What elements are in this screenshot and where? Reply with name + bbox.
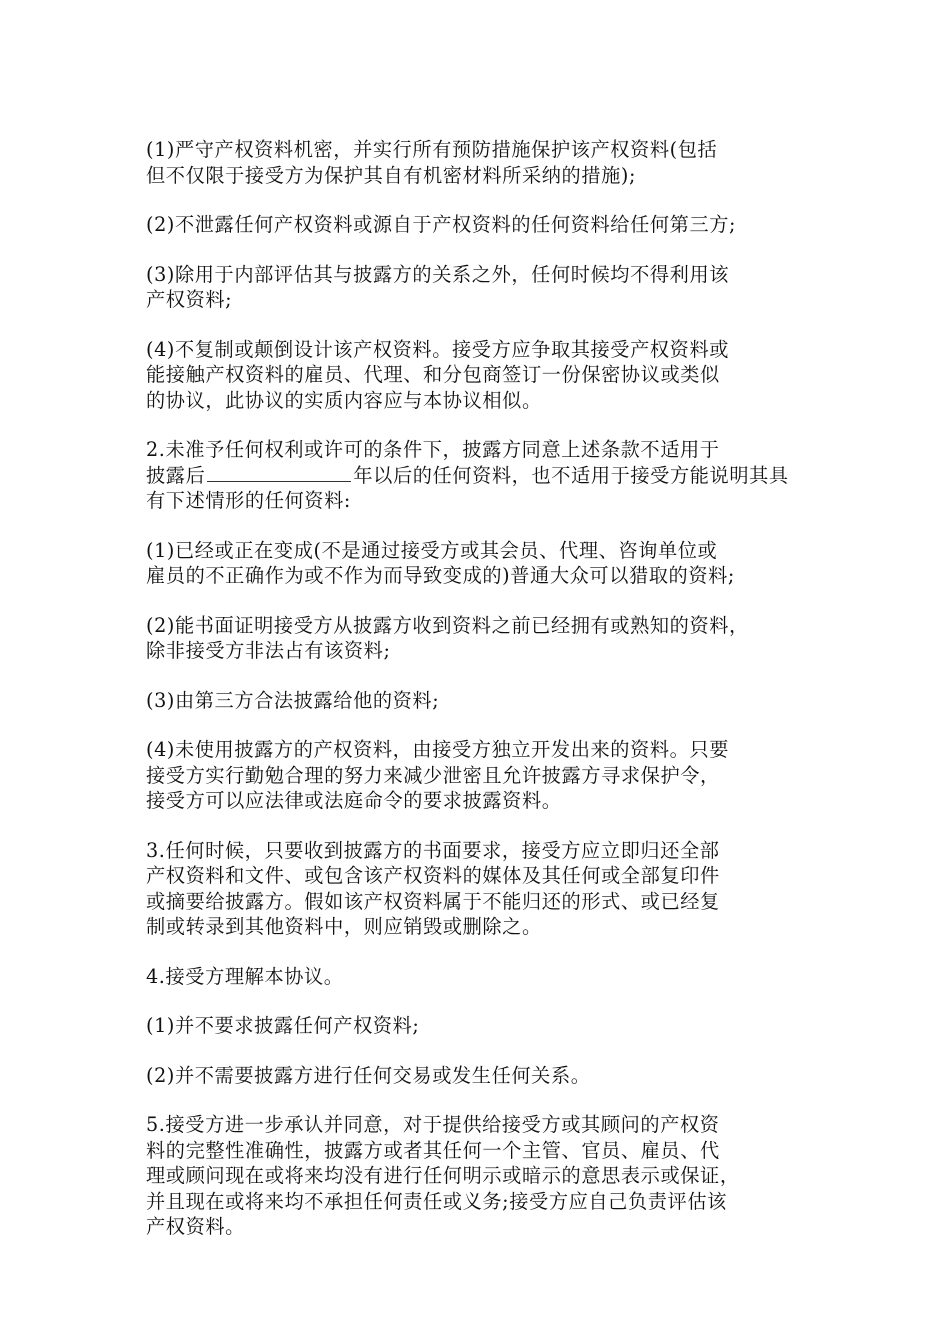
clause-2-3	[146, 688, 818, 714]
text-fragment: 披露后	[146, 463, 206, 487]
text-line: 产权资料。	[146, 1215, 245, 1238]
clause-4-2	[146, 1063, 818, 1089]
text-line: 3.任何时候，只要收到披露方的书面要求，接受方应立即归还全部	[146, 838, 720, 862]
text-line: (3)由第三方合法披露给他的资料;	[146, 688, 440, 712]
text-line: (2)不泄露任何产权资料或源自于产权资料的任何资料给任何第三方;	[146, 213, 737, 236]
clause-4-1	[146, 1013, 818, 1039]
text-line: 能接触产权资料的雇员、代理、和分包商签订一份保密协议或类似	[146, 363, 720, 386]
text-line: (4)未使用披露方的产权资料，由接受方独立开发出来的资料。只要	[146, 738, 730, 761]
text-line: (2)能书面证明接受方从披露方收到资料之前已经拥有或熟知的资料，	[146, 613, 749, 637]
clause-2-1	[146, 538, 818, 589]
clause-1-3	[146, 262, 818, 313]
text-line: 产权资料;	[146, 288, 233, 311]
text-line: 并且现在或将来均不承担任何责任或义务;接受方应自己负责评估该	[146, 1189, 727, 1213]
document-body	[146, 137, 818, 1264]
fill-in-blank	[207, 465, 351, 482]
clause-2-4	[146, 737, 818, 814]
text-line: (4)不复制或颠倒设计该产权资料。接受方应争取其接受产权资料或	[146, 337, 730, 361]
text-line: 雇员的不正确作为或不作为而导致变成的)普通大众可以猎取的资料;	[146, 564, 735, 587]
text-line: 但不仅限于接受方为保护其自有机密材料所采纳的措施);	[146, 163, 637, 187]
text-line: 有下述情形的任何资料:	[146, 489, 351, 512]
text-line: 2.未准予任何权利或许可的条件下，披露方同意上述条款不适用于	[146, 438, 720, 461]
clause-3	[146, 838, 818, 940]
text-line: 接受方实行勤勉合理的努力来减少泄密且允许披露方寻求保护令，	[146, 763, 720, 787]
clause-1-1	[146, 137, 818, 188]
text-line: 接受方可以应法律或法庭命令的要求披露资料。	[146, 789, 562, 812]
text-line: 产权资料和文件、或包含该产权资料的媒体及其任何或全部复印件	[146, 864, 720, 887]
text-line: 5.接受方进一步承认并同意，对于提供给接受方或其顾问的产权资	[146, 1113, 720, 1136]
text-line: 4.接受方理解本协议。	[146, 964, 344, 988]
clause-1-2	[146, 212, 818, 238]
clause-2-2	[146, 613, 818, 664]
text-line: 或摘要给披露方。假如该产权资料属于不能归还的形式、或已经复	[146, 889, 720, 913]
text-line: 制或转录到其他资料中，则应销毁或删除之。	[146, 915, 542, 938]
clause-2	[146, 437, 818, 514]
text-fragment: 年以后的任何资料，也不适用于接受方能说明其具	[353, 463, 789, 487]
text-line: (1)并不要求披露任何产权资料;	[146, 1014, 420, 1037]
text-line: 料的完整性准确性，披露方或者其任何一个主管、官员、雇员、代	[146, 1138, 720, 1162]
clause-1-4	[146, 337, 818, 414]
text-line: (2)并不需要披露方进行任何交易或发生任何关系。	[146, 1063, 591, 1087]
clause-4	[146, 964, 818, 990]
text-line: (1)已经或正在变成(不是通过接受方或其会员、代理、咨询单位或	[146, 538, 718, 562]
text-line: 的协议，此协议的实质内容应与本协议相似。	[146, 388, 542, 412]
text-line: (3)除用于内部评估其与披露方的关系之外，任何时候均不得利用该	[146, 262, 730, 286]
text-line-with-blank	[146, 463, 818, 489]
text-line: (1)严守产权资料机密，并实行所有预防措施保护该产权资料(包括	[146, 138, 718, 161]
clause-5	[146, 1112, 818, 1240]
text-line: 除非接受方非法占有该资料;	[146, 639, 391, 662]
text-line: 理或顾问现在或将来均没有进行任何明示或暗示的意思表示或保证，	[146, 1164, 740, 1187]
